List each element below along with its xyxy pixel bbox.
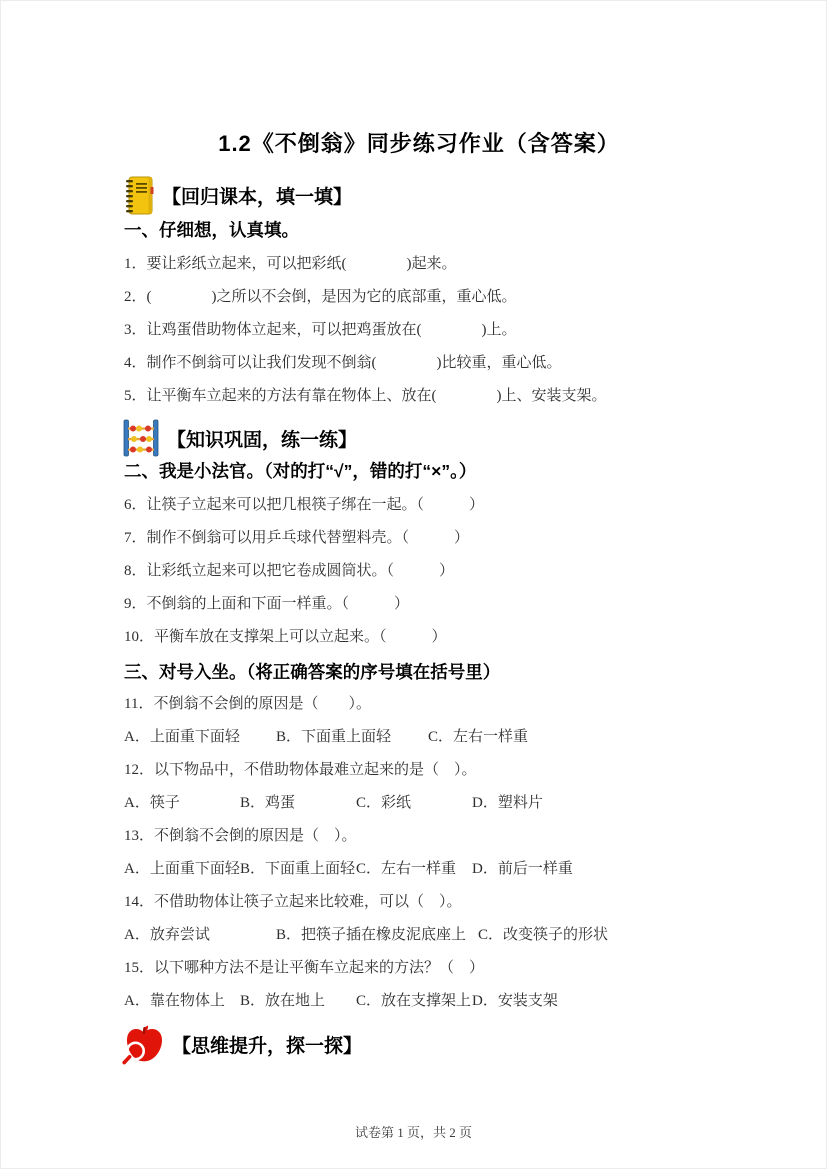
option: A．上面重下面轻 xyxy=(124,729,240,745)
page-content xyxy=(1,1,826,1065)
option: B．鸡蛋 xyxy=(240,795,296,811)
section-banner-1 xyxy=(122,175,714,216)
choice-question-13: 13．不倒翁不会倒的原因是（ ）。 xyxy=(124,828,357,844)
choice-options-12 xyxy=(124,793,714,813)
option: C．左右一样重 xyxy=(428,729,529,745)
option: A．靠在物体上 xyxy=(124,993,225,1009)
apple-magnifier-icon xyxy=(122,1024,165,1065)
notebook-icon xyxy=(122,175,155,216)
judge-question-10: 10．平衡车放在支撑架上可以立起来。（ ） xyxy=(124,629,447,645)
abacus-icon xyxy=(122,419,160,457)
section-banner-3-label: 【思维提升，探一探】 xyxy=(172,1036,363,1057)
option: B．下面重上面轻 xyxy=(276,729,392,745)
group-heading-2: 二、我是小法官。（对的打“√”，错的打“×”。） xyxy=(124,461,477,481)
judge-question-8: 8．让彩纸立起来可以把它卷成圆筒状。（ ） xyxy=(124,563,455,579)
fill-question-1: 1．要让彩纸立起来，可以把彩纸( )起来。 xyxy=(124,256,457,272)
choice-question-14: 14．不借助物体让筷子立起来比较难，可以（ ）。 xyxy=(124,894,462,910)
option: D．塑料片 xyxy=(472,795,543,811)
judge-question-7: 7．制作不倒翁可以用乒乓球代替塑料壳。（ ） xyxy=(124,530,470,546)
choice-options-13 xyxy=(124,859,714,879)
option: C．左右一样重 xyxy=(356,861,457,877)
option: A．筷子 xyxy=(124,795,180,811)
fill-question-5: 5．让平衡车立起来的方法有靠在物体上、放在( )上、安装支架。 xyxy=(124,388,607,404)
judge-question-6: 6．让筷子立起来可以把几根筷子绑在一起。（ ） xyxy=(124,497,485,513)
section-banner-3 xyxy=(122,1024,714,1065)
option: A．上面重下面轻 xyxy=(124,861,240,877)
choice-options-15 xyxy=(124,991,714,1011)
group-heading-1: 一、仔细想，认真填。 xyxy=(124,220,299,240)
page-footer: 试卷第 1 页，共 2 页 xyxy=(354,1125,472,1140)
option: B．放在地上 xyxy=(240,993,326,1009)
choice-question-11: 11．不倒翁不会倒的原因是（ ）。 xyxy=(124,696,371,712)
choice-question-12: 12．以下物品中，不借助物体最难立起来的是（ ）。 xyxy=(124,762,477,778)
fill-question-2: 2．( )之所以不会倒，是因为它的底部重，重心低。 xyxy=(124,289,517,305)
choice-options-11 xyxy=(124,727,714,747)
option: B．把筷子插在橡皮泥底座上 xyxy=(276,927,467,943)
choice-options-14 xyxy=(124,925,714,945)
option: C．改变筷子的形状 xyxy=(478,927,609,943)
section-banner-1-label: 【回归课本，填一填】 xyxy=(162,187,353,208)
option: C．放在支撑架上 xyxy=(356,993,472,1009)
judge-question-9: 9．不倒翁的上面和下面一样重。（ ） xyxy=(124,596,410,612)
option: A．放弃尝试 xyxy=(124,927,210,943)
option: D．前后一样重 xyxy=(472,861,573,877)
section-banner-2-label: 【知识巩固，练一练】 xyxy=(167,429,358,451)
section-banner-2 xyxy=(122,419,714,457)
page-title: 1.2《不倒翁》同步练习作业（含答案） xyxy=(218,131,620,156)
fill-question-4: 4．制作不倒翁可以让我们发现不倒翁( )比较重，重心低。 xyxy=(124,355,562,371)
option: C．彩纸 xyxy=(356,795,412,811)
fill-question-3: 3．让鸡蛋借助物体立起来，可以把鸡蛋放在( )上。 xyxy=(124,322,517,338)
choice-question-15: 15．以下哪种方法不是让平衡车立起来的方法？（ ） xyxy=(124,960,485,976)
option: B．下面重上面轻 xyxy=(240,861,356,877)
option: D．安装支架 xyxy=(472,993,558,1009)
group-heading-3: 三、对号入坐。（将正确答案的序号填在括号里） xyxy=(124,662,501,682)
